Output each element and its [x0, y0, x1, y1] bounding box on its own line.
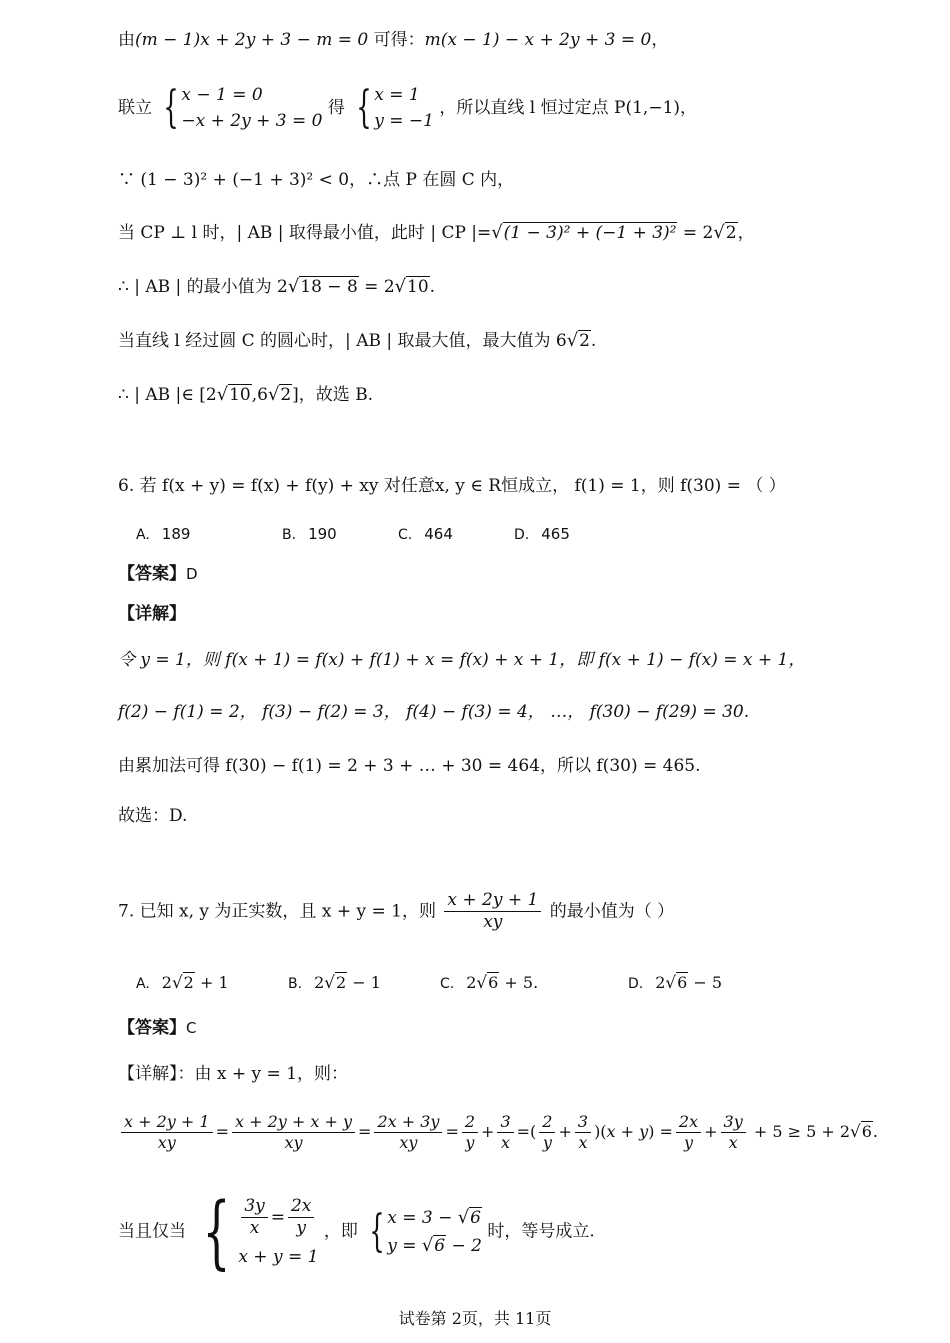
text: ，即 — [323, 1221, 358, 1242]
text: = 2 — [358, 277, 395, 297]
equation: x − 1 = 0 — [181, 85, 263, 105]
fraction: $\frac{x + 2y + 1}{xy}$ — [444, 890, 541, 934]
solution-system: { x = 1 y = −1 — [356, 82, 434, 134]
page-footer: 试卷第 2页，共 11页 — [398, 1309, 552, 1328]
answer-label: 【答案】 — [118, 564, 186, 584]
solution-line-7 — [118, 384, 910, 405]
solution-system: { x = 3 − √6 y = √6 − 2 — [369, 1206, 482, 1257]
question-text: 7. 已知 x, y 为正实数，且 x + y = 1，则 — [118, 901, 436, 922]
sqrt: √(1 − 3)² + (−1 + 3)² — [491, 222, 677, 243]
sqrt: √18 − 8 — [287, 276, 358, 297]
q6-detail-line-1 — [118, 650, 910, 670]
equation: x = 1 — [374, 85, 420, 105]
option-a: A. 2√2 + 1 — [136, 972, 229, 992]
answer-label: 【答案】 — [118, 1018, 186, 1038]
q7-equality-condition — [118, 1185, 910, 1278]
fraction: $\frac{2}{y}$ — [462, 1112, 478, 1153]
fraction: $\frac{3}{x}$ — [575, 1112, 591, 1153]
text: 当 CP ⊥ l 时，| AB | 取得最小值，此时 | CP |= — [118, 223, 492, 243]
question-text: 的最小值为（ ） — [549, 901, 675, 922]
text: 联立 — [118, 97, 152, 118]
fraction: $\frac{2x}{y}$ — [676, 1112, 701, 1153]
option-d: D. 465 — [514, 525, 570, 543]
answer-line — [118, 564, 910, 584]
q7-derivation: $\frac{x + 2y + 1}{xy}$ = $\frac{x + 2y + x + y}{xy}$ = $\frac{2x + 3y}{xy}$ = $\frac{2}{y}$ + $\frac{3}{x}$ =( $\frac{2}{y}$ + $\frac{3}{x}$ )(x + y) = $\frac{2x}{y}$ + $\frac{3y}{x}$ + 5 ≥ 5 + 2√6. — [118, 1112, 910, 1153]
option-c: C. 2√6 + 5. — [440, 972, 539, 992]
fraction: $\frac{2}{y}$ — [539, 1112, 555, 1153]
condition-system: { $\frac{3y}{x}$ = $\frac{2x}{y}$ x + y = 1 — [202, 1185, 319, 1278]
fraction: $\frac{2x + 3y}{xy}$ — [374, 1112, 442, 1153]
sqrt: √2 — [566, 330, 590, 351]
text: 【详解】 — [118, 604, 186, 624]
sqrt: √2 — [267, 384, 292, 405]
solution-line-3 — [118, 170, 910, 190]
fraction: $\frac{x + 2y + x + y}{xy}$ — [232, 1112, 355, 1153]
answer-value: D — [186, 565, 198, 583]
equation: −x + 2y + 3 = 0 — [181, 111, 323, 132]
text: ∴ | AB |∈ [2 — [118, 385, 217, 405]
text: . — [429, 277, 436, 297]
question-text: 6. 若 f(x + y) = f(x) + f(y) + xy 对任意x, y ∈ R恒成立， f(1) = 1，则 f(30) = （ ） — [118, 476, 786, 496]
sqrt: √10 — [394, 276, 429, 297]
text: ， — [737, 223, 755, 243]
text: ]，故选 B. — [292, 385, 374, 405]
text: 由累加法可得 f(30) − f(1) = 2 + 3 + … + 30 = 464，所以 f(30) = 465. — [118, 756, 701, 776]
text: ∴ | AB | 的最小值为 2 — [118, 277, 288, 297]
q6-detail-line-3 — [118, 756, 910, 776]
option-b: B. 190 — [282, 525, 337, 543]
q6-detail-line-4 — [118, 806, 910, 826]
option-b: B. 2√2 − 1 — [288, 972, 381, 992]
text: . — [590, 331, 597, 351]
text: ∵ (1 − 3)² + (−1 + 3)² < 0，∴点 P 在圆 C 内， — [118, 170, 515, 190]
text: 由 — [118, 30, 135, 50]
text: 得 — [327, 97, 345, 118]
text: 当且仅当 — [118, 1221, 186, 1242]
text: = 2 — [677, 223, 714, 243]
fraction: $\frac{3y}{x}$ — [721, 1112, 746, 1153]
equation: m(x − 1) − x + 2y + 3 = 0 — [424, 30, 652, 50]
equation: (m − 1)x + 2y + 3 − m = 0 — [135, 30, 369, 50]
text: 当直线 l 经过圆 C 的圆心时，| AB | 取最大值，最大值为 6 — [118, 331, 567, 351]
sqrt: √2 — [713, 222, 737, 243]
text: 【详解】：由 x + y = 1，则： — [118, 1064, 349, 1084]
option-c: C. 464 — [398, 525, 453, 543]
solution-line-5 — [118, 276, 910, 297]
text: 可得： — [368, 30, 425, 50]
text: ，所以直线 l 恒过定点 P(1,−1)， — [439, 97, 698, 118]
text: + 5 ≥ 5 + 2 — [748, 1122, 851, 1141]
text: ,6 — [251, 385, 268, 405]
option-a: A. 189 — [136, 525, 191, 543]
text: f(2) − f(1) = 2， f(3) − f(2) = 3， f(4) − f(3) = 4， …， f(30) − f(29) = 30. — [118, 702, 750, 722]
option-d: D. 2√6 − 5 — [628, 972, 723, 992]
solution-line-1 — [118, 30, 910, 50]
text: 令 y = 1，则 f(x + 1) = f(x) + f(1) + x = f(x) + x + 1，即 f(x + 1) − f(x) = x + 1， — [118, 650, 806, 670]
solution-line-2 — [118, 82, 910, 135]
answer-line — [118, 1018, 910, 1038]
question-7-stem — [118, 890, 910, 934]
detail-label — [118, 604, 910, 624]
solution-line-6 — [118, 330, 910, 351]
text: 时，等号成立. — [487, 1221, 595, 1242]
equation: y = −1 — [374, 111, 434, 132]
question-6-stem — [118, 476, 910, 496]
solution-line-4 — [118, 222, 910, 243]
text: 故选：D. — [118, 806, 188, 826]
sqrt: √10 — [216, 384, 251, 405]
q6-detail-line-2 — [118, 702, 910, 722]
text: ， — [651, 30, 669, 50]
equation-system: { x − 1 = 0 −x + 2y + 3 = 0 — [163, 82, 323, 134]
fraction: $\frac{x + 2y + 1}{xy}$ — [121, 1112, 213, 1153]
fraction: $\frac{3}{x}$ — [497, 1112, 513, 1153]
q7-detail-line-1 — [118, 1064, 910, 1084]
answer-value: C — [186, 1019, 197, 1037]
